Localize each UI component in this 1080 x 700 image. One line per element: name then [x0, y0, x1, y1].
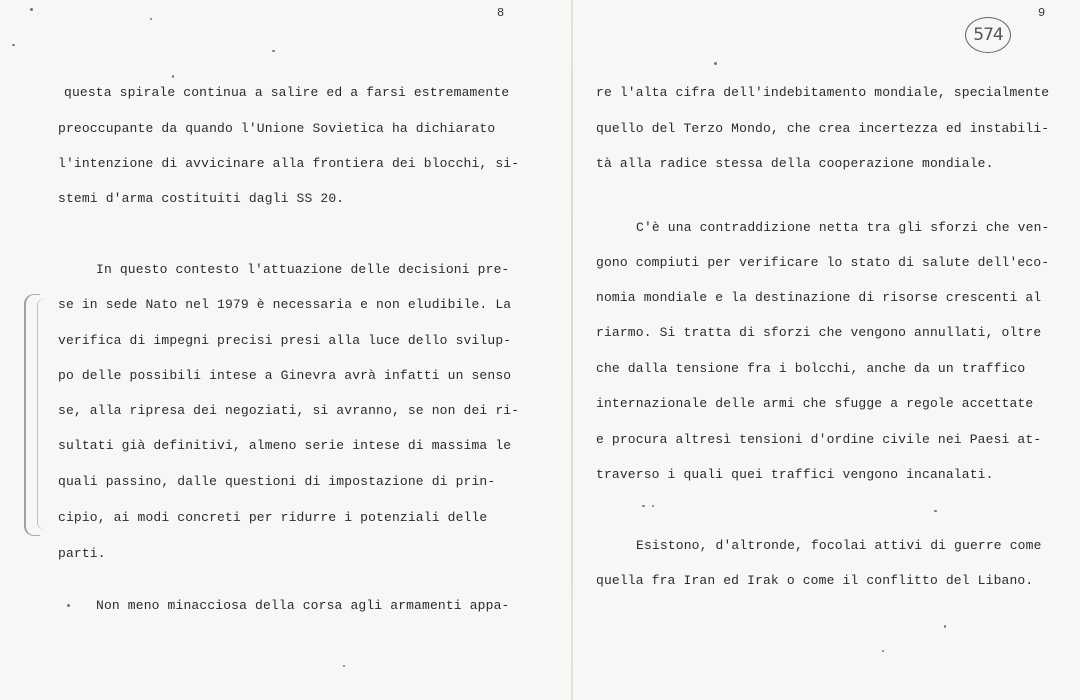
text-line: quella fra Iran ed Irak o come il conflitto del Libano.	[596, 573, 1034, 588]
scan-speck	[30, 8, 33, 11]
text-line: sultati già definitivi, almeno serie intese di massima le	[58, 438, 512, 453]
scan-speck	[12, 44, 15, 46]
text-line: re l'alta cifra dell'indebitamento mondiale, specialmente	[596, 85, 1050, 100]
text-line: In questo contesto l'attuazione delle decisioni pre-	[96, 262, 510, 277]
text-line: che dalla tensione fra i bolcchi, anche da un traffico	[596, 361, 1026, 376]
text-line: quello del Terzo Mondo, che crea incertezza ed instabili-	[596, 121, 1050, 136]
text-line: l'intenzione di avvicinare alla frontiera dei blocchi, si-	[58, 156, 520, 171]
scan-speck	[934, 510, 937, 512]
text-line: e procura altresì tensioni d'ordine civile nei Paesi at-	[596, 432, 1042, 447]
text-line: gono compiuti per verificare lo stato di salute dell'eco-	[596, 255, 1050, 270]
text-line: se in sede Nato nel 1979 è necessaria e non eludibile. La	[58, 297, 512, 312]
page-number-right: 9	[1038, 6, 1046, 20]
scan-speck	[652, 505, 654, 507]
archive-stamp: 574	[965, 17, 1011, 53]
text-line: stemi d'arma costituiti dagli SS 20.	[58, 191, 345, 206]
text-line: internazionale delle armi che sfugge a regole accettate	[596, 396, 1034, 411]
page-number-left: 8	[497, 6, 505, 20]
margin-bracket-mark-inner	[37, 298, 48, 530]
scan-speck	[642, 505, 645, 507]
right-page	[572, 0, 1080, 700]
scan-speck	[944, 625, 946, 628]
text-line: quali passino, dalle questioni di impostazione di prin-	[58, 474, 496, 489]
text-line: Esistono, d'altronde, focolai attivi di guerre come	[636, 538, 1042, 553]
scan-speck	[172, 75, 174, 78]
text-line: C'è una contraddizione netta tra gli sforzi che ven-	[636, 220, 1050, 235]
text-line: verifica di impegni precisi presi alla luce dello svilup-	[58, 333, 512, 348]
scan-speck	[343, 665, 345, 667]
text-line: traverso i quali quei traffici vengono incanalati.	[596, 467, 994, 482]
text-line: parti.	[58, 546, 106, 561]
scan-speck	[67, 604, 70, 607]
text-line: riarmo. Si tratta di sforzi che vengono annullati, oltre	[596, 325, 1042, 340]
text-line: po delle possibili intese a Ginevra avrà infatti un senso	[58, 368, 512, 383]
scan-speck	[882, 650, 884, 652]
text-line: questa spirale continua a salire ed a farsi estremamente	[64, 85, 510, 100]
scan-speck	[272, 50, 275, 52]
scan-speck	[714, 62, 717, 65]
text-line: se, alla ripresa dei negoziati, si avranno, se non dei ri-	[58, 403, 520, 418]
text-line: tà alla radice stessa della cooperazione mondiale.	[596, 156, 994, 171]
scan-speck	[150, 18, 152, 20]
text-line: Non meno minacciosa della corsa agli armamenti appa-	[96, 598, 510, 613]
text-line: nomia mondiale e la destinazione di risorse crescenti al	[596, 290, 1042, 305]
text-line: cipio, ai modi concreti per ridurre i potenziali delle	[58, 510, 488, 525]
text-line: preoccupante da quando l'Unione Sovietica ha dichiarato	[58, 121, 496, 136]
